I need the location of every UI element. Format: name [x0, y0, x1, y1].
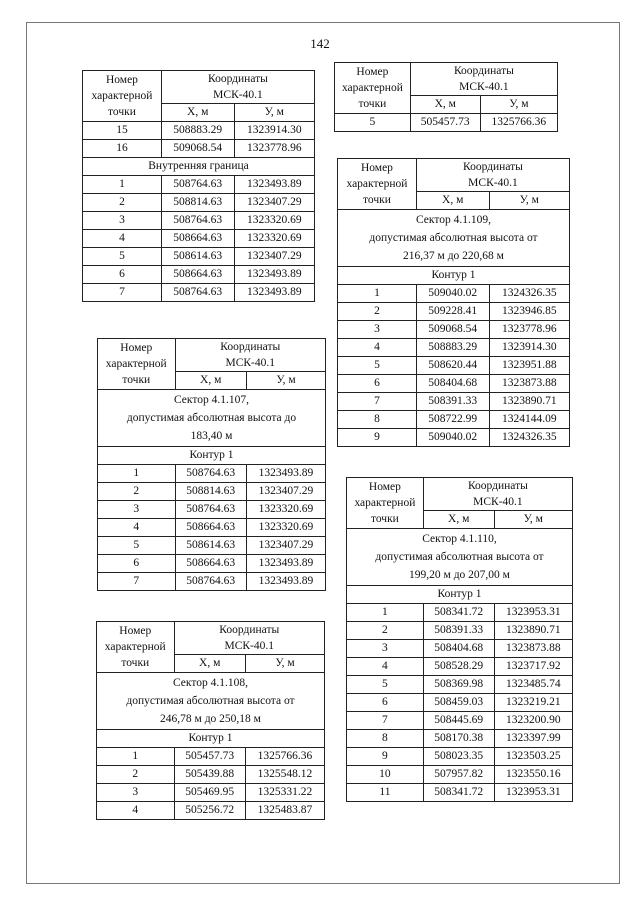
table-row [338, 321, 570, 339]
header-x: X, м [161, 104, 234, 122]
x-coordinate: 508614.63 [175, 537, 246, 555]
x-coordinate: 505457.73 [174, 748, 245, 766]
x-coordinate: 509068.54 [416, 321, 489, 339]
table-row [98, 573, 326, 591]
y-coordinate: 1325766.36 [245, 748, 324, 766]
table-row [98, 555, 326, 573]
header-coords: Координаты МСК-40.1 [161, 71, 314, 104]
point-number: 16 [83, 140, 162, 158]
x-coordinate: 509228.41 [416, 303, 489, 321]
header-point-no: Номер характерной точки [98, 339, 176, 390]
y-coordinate: 1324326.35 [489, 285, 569, 303]
x-coordinate: 508883.29 [416, 339, 489, 357]
x-coordinate: 508664.63 [175, 555, 246, 573]
header-y: У, м [489, 192, 569, 210]
header-y: У, м [480, 96, 557, 114]
point-number: 7 [338, 393, 417, 411]
point-number: 6 [98, 555, 176, 573]
contour-label: Контур 1 [338, 267, 570, 285]
table-row [97, 802, 325, 820]
point-number: 1 [338, 285, 417, 303]
x-coordinate: 508170.38 [423, 730, 494, 748]
x-coordinate: 508814.63 [175, 483, 246, 501]
header-x: X, м [175, 372, 246, 390]
point-number: 2 [347, 622, 424, 640]
header-point-no: Номер характерной точки [347, 478, 424, 529]
x-coordinate: 509040.02 [416, 429, 489, 447]
contour-label: Контур 1 [347, 586, 573, 604]
point-number: 3 [338, 321, 417, 339]
point-number: 4 [97, 802, 175, 820]
contour-label: Контур 1 [97, 730, 325, 748]
table-row [83, 230, 315, 248]
point-number: 2 [338, 303, 417, 321]
x-coordinate: 508664.63 [161, 266, 234, 284]
table-row [347, 694, 573, 712]
y-coordinate: 1323953.31 [494, 784, 572, 802]
point-number: 6 [338, 375, 417, 393]
x-coordinate: 508764.63 [175, 573, 246, 591]
point-number: 4 [98, 519, 176, 537]
y-coordinate: 1323320.69 [234, 212, 314, 230]
header-y: У, м [494, 511, 572, 529]
point-number: 8 [347, 730, 424, 748]
x-coordinate: 508814.63 [161, 194, 234, 212]
header-coords: Координаты МСК-40.1 [174, 622, 324, 655]
y-coordinate: 1325548.12 [245, 766, 324, 784]
x-coordinate: 509068.54 [161, 140, 234, 158]
table-row [347, 730, 573, 748]
point-number: 2 [83, 194, 162, 212]
header-point-no: Номер характерной точки [83, 71, 162, 122]
header-coords: Координаты МСК-40.1 [423, 478, 572, 511]
table-row [83, 212, 315, 230]
y-coordinate: 1323890.71 [494, 622, 572, 640]
x-coordinate: 508764.63 [161, 284, 234, 302]
table-row [347, 766, 573, 784]
header-x: X, м [416, 192, 489, 210]
x-coordinate: 508023.35 [423, 748, 494, 766]
sector-description: Сектор 4.1.108, допустимая абсолютная высота от 246,78 м до 250,18 м [97, 673, 325, 730]
header-x: X, м [410, 96, 480, 114]
point-number: 2 [97, 766, 175, 784]
y-coordinate: 1323873.88 [489, 375, 569, 393]
x-coordinate: 508369.98 [423, 676, 494, 694]
header-x: X, м [174, 655, 245, 673]
x-coordinate: 508445.69 [423, 712, 494, 730]
y-coordinate: 1325331.22 [245, 784, 324, 802]
header-point-no: Номер характерной точки [97, 622, 175, 673]
x-coordinate: 508664.63 [161, 230, 234, 248]
table-row [338, 303, 570, 321]
y-coordinate: 1323493.89 [246, 573, 325, 591]
table-row [338, 285, 570, 303]
y-coordinate: 1323407.29 [246, 537, 325, 555]
coords-table-2 [97, 338, 326, 591]
table-row [97, 748, 325, 766]
table-row [97, 766, 325, 784]
table-row [97, 784, 325, 802]
table-row [347, 676, 573, 694]
x-coordinate: 508404.68 [416, 375, 489, 393]
table-row [83, 140, 315, 158]
point-number: 15 [83, 122, 162, 140]
contour-label: Контур 1 [98, 447, 326, 465]
header-coords: Координаты МСК-40.1 [410, 63, 557, 96]
y-coordinate: 1323946.85 [489, 303, 569, 321]
page-number: 142 [310, 36, 330, 51]
y-coordinate: 1323407.29 [246, 483, 325, 501]
point-number: 5 [98, 537, 176, 555]
point-number: 5 [335, 114, 411, 132]
point-number: 11 [347, 784, 424, 802]
section-label: Внутренняя граница [83, 158, 315, 176]
y-coordinate: 1324326.35 [489, 429, 569, 447]
coords-table-5 [337, 158, 570, 447]
y-coordinate: 1323550.16 [494, 766, 572, 784]
header-x: X, м [423, 511, 494, 529]
x-coordinate: 508764.63 [175, 501, 246, 519]
point-number: 6 [347, 694, 424, 712]
y-coordinate: 1323873.88 [494, 640, 572, 658]
y-coordinate: 1325483.87 [245, 802, 324, 820]
y-coordinate: 1323717.92 [494, 658, 572, 676]
y-coordinate: 1323493.89 [234, 266, 314, 284]
point-number: 5 [338, 357, 417, 375]
y-coordinate: 1323493.89 [246, 555, 325, 573]
x-coordinate: 508722.99 [416, 411, 489, 429]
x-coordinate: 508528.29 [423, 658, 494, 676]
coords-table-3 [96, 621, 325, 820]
point-number: 5 [83, 248, 162, 266]
header-point-no: Номер характерной точки [335, 63, 411, 114]
table-row [98, 537, 326, 555]
x-coordinate: 508341.72 [423, 604, 494, 622]
point-number: 4 [83, 230, 162, 248]
point-number: 1 [98, 465, 176, 483]
y-coordinate: 1323219.21 [494, 694, 572, 712]
point-number: 6 [83, 266, 162, 284]
header-coords: Координаты МСК-40.1 [175, 339, 325, 372]
y-coordinate: 1323397.99 [494, 730, 572, 748]
sector-description: Сектор 4.1.109, допустимая абсолютная высота от 216,37 м до 220,68 м [338, 210, 570, 267]
y-coordinate: 1323320.69 [246, 501, 325, 519]
x-coordinate: 508391.33 [416, 393, 489, 411]
y-coordinate: 1323320.69 [234, 230, 314, 248]
point-number: 4 [338, 339, 417, 357]
point-number: 3 [347, 640, 424, 658]
table-row [338, 429, 570, 447]
table-row [83, 284, 315, 302]
table-row [83, 248, 315, 266]
x-coordinate: 505439.88 [174, 766, 245, 784]
y-coordinate: 1323914.30 [489, 339, 569, 357]
x-coordinate: 509040.02 [416, 285, 489, 303]
table-row [347, 784, 573, 802]
table-row [338, 375, 570, 393]
table-row [338, 393, 570, 411]
sector-description: Сектор 4.1.110, допустимая абсолютная высота от 199,20 м до 207,00 м [347, 529, 573, 586]
header-y: У, м [234, 104, 314, 122]
coords-table-4 [334, 62, 558, 132]
y-coordinate: 1323493.89 [234, 176, 314, 194]
x-coordinate: 505469.95 [174, 784, 245, 802]
header-point-no: Номер характерной точки [338, 159, 417, 210]
x-coordinate: 508341.72 [423, 784, 494, 802]
table-row [347, 658, 573, 676]
coords-table-1 [82, 70, 315, 302]
table-row [83, 266, 315, 284]
table-row [347, 712, 573, 730]
x-coordinate: 505457.73 [410, 114, 480, 132]
point-number: 7 [83, 284, 162, 302]
y-coordinate: 1323407.29 [234, 194, 314, 212]
y-coordinate: 1323320.69 [246, 519, 325, 537]
x-coordinate: 508764.63 [161, 212, 234, 230]
x-coordinate: 508764.63 [161, 176, 234, 194]
table-row [338, 339, 570, 357]
point-number: 1 [83, 176, 162, 194]
point-number: 5 [347, 676, 424, 694]
y-coordinate: 1325766.36 [480, 114, 557, 132]
point-number: 3 [83, 212, 162, 230]
table-row [98, 501, 326, 519]
x-coordinate: 508764.63 [175, 465, 246, 483]
x-coordinate: 508614.63 [161, 248, 234, 266]
table-row [347, 748, 573, 766]
table-row [338, 411, 570, 429]
table-row [335, 114, 558, 132]
x-coordinate: 508620.44 [416, 357, 489, 375]
y-coordinate: 1323503.25 [494, 748, 572, 766]
sector-description: Сектор 4.1.107, допустимая абсолютная высота до 183,40 м [98, 390, 326, 447]
y-coordinate: 1323778.96 [234, 140, 314, 158]
y-coordinate: 1323951.88 [489, 357, 569, 375]
x-coordinate: 507957.82 [423, 766, 494, 784]
table-row [83, 176, 315, 194]
y-coordinate: 1323493.89 [234, 284, 314, 302]
y-coordinate: 1323890.71 [489, 393, 569, 411]
y-coordinate: 1323407.29 [234, 248, 314, 266]
header-y: У, м [245, 655, 324, 673]
point-number: 7 [98, 573, 176, 591]
header-y: У, м [246, 372, 325, 390]
y-coordinate: 1323485.74 [494, 676, 572, 694]
y-coordinate: 1323778.96 [489, 321, 569, 339]
table-row [83, 122, 315, 140]
coords-table-6 [346, 477, 573, 802]
point-number: 3 [98, 501, 176, 519]
header-coords: Координаты МСК-40.1 [416, 159, 569, 192]
point-number: 7 [347, 712, 424, 730]
table-row [338, 357, 570, 375]
y-coordinate: 1323953.31 [494, 604, 572, 622]
point-number: 9 [347, 748, 424, 766]
point-number: 9 [338, 429, 417, 447]
point-number: 10 [347, 766, 424, 784]
point-number: 1 [97, 748, 175, 766]
x-coordinate: 505256.72 [174, 802, 245, 820]
x-coordinate: 508391.33 [423, 622, 494, 640]
point-number: 8 [338, 411, 417, 429]
table-row [347, 640, 573, 658]
x-coordinate: 508459.03 [423, 694, 494, 712]
x-coordinate: 508883.29 [161, 122, 234, 140]
y-coordinate: 1323200.90 [494, 712, 572, 730]
table-row [98, 519, 326, 537]
y-coordinate: 1324144.09 [489, 411, 569, 429]
table-row [98, 483, 326, 501]
y-coordinate: 1323493.89 [246, 465, 325, 483]
point-number: 1 [347, 604, 424, 622]
x-coordinate: 508404.68 [423, 640, 494, 658]
table-row [83, 194, 315, 212]
y-coordinate: 1323914.30 [234, 122, 314, 140]
table-row [347, 622, 573, 640]
table-row [98, 465, 326, 483]
table-row [347, 604, 573, 622]
x-coordinate: 508664.63 [175, 519, 246, 537]
point-number: 2 [98, 483, 176, 501]
point-number: 3 [97, 784, 175, 802]
point-number: 4 [347, 658, 424, 676]
